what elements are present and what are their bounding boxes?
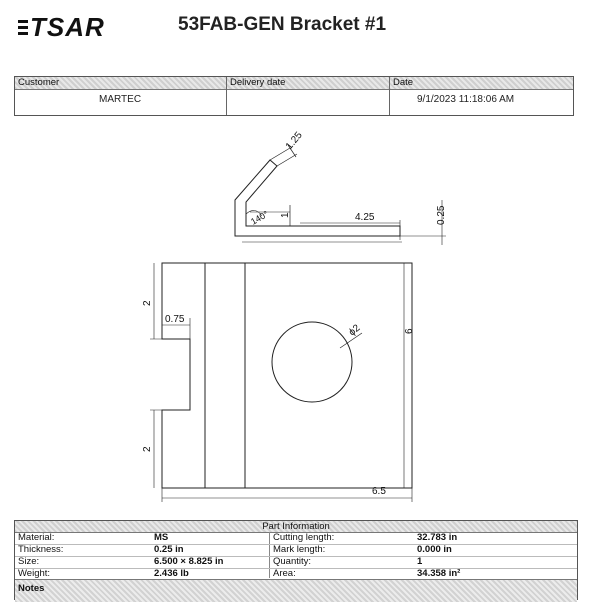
dim-flange-label: 1.25 [283,129,305,152]
info-label: Thickness: [18,544,64,555]
logo-text: TSAR [30,12,105,42]
dim-height-label: 1 [280,212,291,218]
dim-hole-label: ϕ2 [346,322,363,339]
info-value: 0.25 in [154,544,184,555]
info-label: Quantity: [273,556,312,567]
dim-thickness-label: 0.25 [436,205,447,225]
dim-angle-label: 140° [249,208,271,227]
info-row-material [15,532,577,545]
info-label: Area: [273,568,296,579]
company-logo [18,14,105,40]
dim-length-label: 4.25 [355,212,375,223]
date-value: 9/1/2023 11:18:06 AM [417,94,515,105]
info-label: Material: [18,532,55,543]
info-label: Weight: [18,568,51,579]
part-drawing [0,120,600,520]
dim-sheet-height-label: 6 [404,328,415,334]
header-table [14,76,574,116]
flat-view [150,263,412,502]
info-row-thickness [15,544,577,557]
info-label: Mark length: [273,544,326,555]
side-view [235,145,446,245]
notes-label: Notes [18,583,45,594]
customer-label: Customer [18,77,60,88]
part-information-heading: Part Information [15,521,577,533]
part-information-panel [14,520,578,600]
dim-top-tab-label: 2 [142,300,153,306]
dim-bottom-tab-label: 2 [142,446,153,452]
info-value: 0.000 in [417,544,452,555]
date-label: Date [393,77,414,88]
info-value: 34.358 in² [417,568,461,579]
info-value: 32.783 in [417,532,458,543]
info-value: 1 [417,556,423,567]
dim-notch-depth-label: 0.75 [165,314,185,325]
info-label: Size: [18,556,40,567]
header-divider [389,77,390,115]
notes-section [15,579,577,602]
logo-stripes-icon [18,20,28,35]
info-value: 2.436 lb [154,568,189,579]
info-value: MS [154,532,169,543]
delivery-date-label: Delivery date [230,77,286,88]
document-title: 53FAB-GEN Bracket #1 [178,14,387,35]
dim-sheet-width-label: 6.5 [372,486,386,497]
customer-value: MARTEC [99,94,142,105]
header-label-row [15,77,573,90]
info-row-size [15,556,577,569]
info-value: 6.500 × 8.825 in [154,556,224,567]
info-label: Cutting length: [273,532,335,543]
header-divider [226,77,227,115]
